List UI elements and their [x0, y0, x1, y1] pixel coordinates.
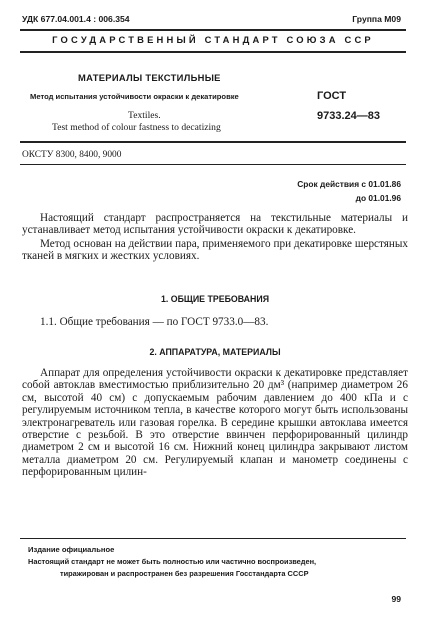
section-2-text: [22, 367, 408, 479]
okstu-code: ОКСТУ 8300, 8400, 9000: [22, 150, 122, 160]
section-1-heading: 1. ОБЩИЕ ТРЕБОВАНИЯ: [160, 294, 270, 304]
footer-rule: [20, 538, 406, 539]
group-code: Группа М09: [352, 14, 401, 24]
section-2-heading: 2. АППАРАТУРА, МАТЕРИАЛЫ: [149, 347, 281, 357]
reproduction-notice-line1: Настоящий стандарт не может быть полностью или частично воспроизведен,: [28, 557, 317, 566]
page-number: 99: [391, 594, 401, 604]
title-rule: [20, 141, 406, 143]
top-rule: [20, 29, 406, 31]
intro-text: [22, 212, 408, 263]
section-2-paragraph: Аппарат для определения устойчивости окраски к декатировке представляет собой автоклав вместимостью приблизительно 20 дм³ (например диаметром 26 см, высотой 40 см) с допускаемым рабочим давлением до 400 кПа и с регулируемым источником тепла, в качестве которого могут быть использованы электронагреватель или газовая горелка. В середине крышки автоклава имеется отверстие с резьбой. В это отверстие ввинчен перфорированный цилиндр диаметром 2 см и высотой 16 см. Нижний конец цилиндра закрывают листом металла диаметром 20 см. Регулируемый клапан и манометр соединены с перфорированным цилин-: [22, 367, 408, 479]
official-edition: Издание официальное: [28, 545, 115, 554]
english-title-line2: Test method of colour fastness to decatizing: [52, 122, 221, 133]
english-title-line1: Textiles.: [128, 110, 161, 121]
intro-paragraph-2: Метод основан на действии пара, применяемого при декатировке шерстяных тканей в мягких и жестких условиях.: [22, 237, 408, 263]
document-subtitle: Метод испытания устойчивости окраски к декатировке: [30, 92, 239, 101]
intro-paragraph-1: Настоящий стандарт распространяется на текстильные материалы и устанавливает метод испытания устойчивости окраски к декатировке.: [22, 212, 408, 237]
udk-code: УДК 677.04.001.4 : 006.354: [22, 14, 130, 24]
okstu-rule: [20, 164, 406, 165]
state-standard-heading: ГОСУДАРСТВЕННЫЙ СТАНДАРТ СОЮЗА ССР: [52, 34, 374, 45]
reproduction-notice-line2: тиражирован и распространен без разрешения Госстандарта СССР: [60, 569, 309, 578]
document-title: МАТЕРИАЛЫ ТЕКСТИЛЬНЫЕ: [78, 72, 221, 83]
validity-start: Срок действия с 01.01.86: [297, 179, 401, 189]
header-rule: [20, 51, 406, 53]
section-1-text: 1.1. Общие требования — по ГОСТ 9733.0—83.: [40, 316, 269, 328]
gost-number: 9733.24—83: [317, 110, 380, 122]
gost-label: ГОСТ: [317, 90, 347, 102]
validity-end: до 01.01.96: [355, 193, 401, 203]
